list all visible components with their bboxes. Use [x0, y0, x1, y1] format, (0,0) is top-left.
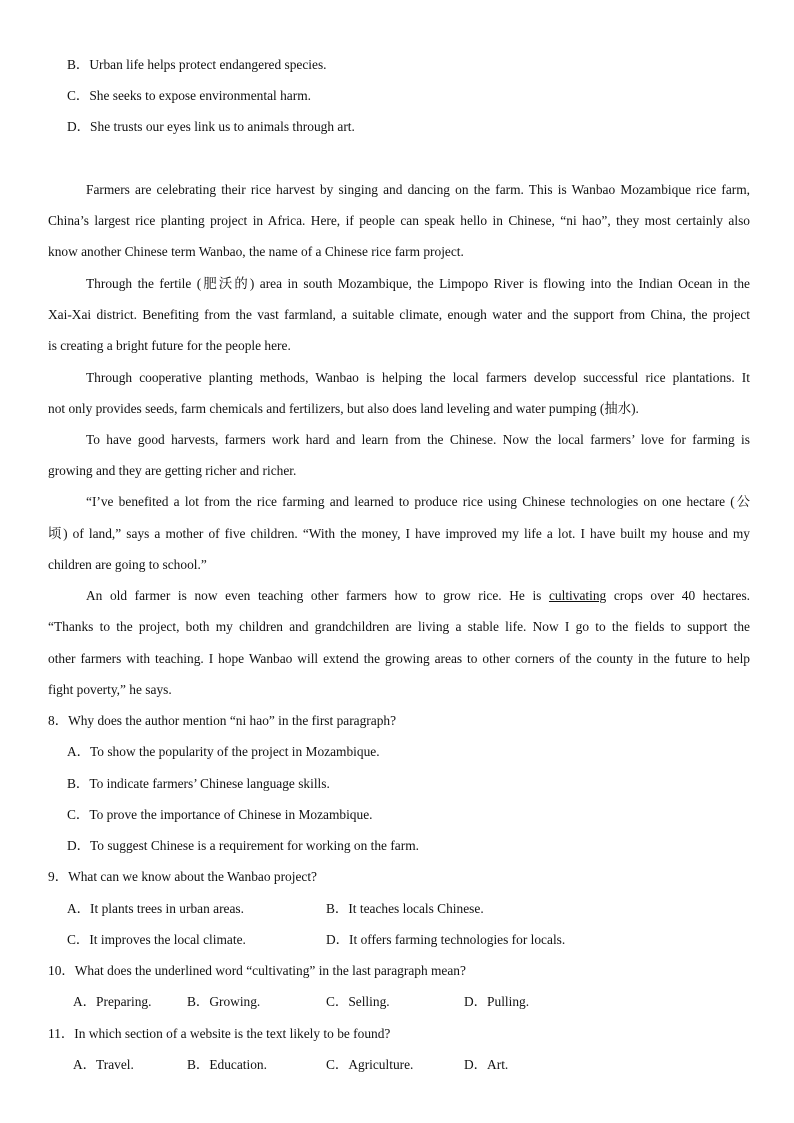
- prev-option-b: B．Urban life helps protect endangered species.: [67, 57, 327, 72]
- passage-p2-line1: Through the fertile (肥沃的) area in south Mozambique, the Limpopo River is flowing into the Indian Ocean in the: [86, 276, 750, 291]
- question-11-option-d: D．Art.: [464, 1057, 509, 1072]
- question-10-option-b: B．Growing.: [187, 994, 261, 1009]
- passage-p2-line2: Xai-Xai district. Benefiting from the vast farmland, a suitable climate, enough water and the support from China, the project: [48, 307, 750, 322]
- question-8-option-a: A．To show the popularity of the project in Mozambique.: [67, 744, 380, 759]
- passage-p1-line2: China’s largest rice planting project in Africa. Here, if people can speak hello in Chinese, “ni hao”, they most certainly also: [48, 213, 750, 228]
- passage-p5-line1: “I’ve benefited a lot from the rice farming and learned to produce rice using Chinese technologies on one hectare (公: [86, 494, 750, 509]
- passage-p2-line3: is creating a bright future for the people here.: [48, 338, 291, 353]
- passage-p6-line1: [86, 588, 750, 604]
- question-9-stem: 9．What can we know about the Wanbao project?: [48, 869, 317, 884]
- question-8-option-c: C．To prove the importance of Chinese in Mozambique.: [67, 807, 373, 822]
- passage-p6-text: An old farmer is now even teaching other farmers how to grow rice. He is: [86, 588, 549, 603]
- passage-p6-line2: “Thanks to the project, both my children and grandchildren are living a stable life. Now I go to the fields to support the: [48, 619, 750, 634]
- passage-p6-text: crops over 40 hectares.: [606, 588, 750, 603]
- question-9-option-a: A．It plants trees in urban areas.: [67, 901, 244, 916]
- question-10-option-a: A．Preparing.: [73, 994, 152, 1009]
- prev-option-c: C．She seeks to expose environmental harm.: [67, 88, 311, 103]
- question-9-option-c: C．It improves the local climate.: [67, 932, 246, 947]
- passage-p4-line1: To have good harvests, farmers work hard and learn from the Chinese. Now the local farmers’ love for farming is: [86, 432, 750, 447]
- question-10-option-c: C．Selling.: [326, 994, 390, 1009]
- passage-p4-line2: growing and they are getting richer and richer.: [48, 463, 297, 478]
- underlined-word-cultivating: cultivating: [548, 588, 607, 603]
- passage-p5-line3: children are going to school.”: [48, 557, 207, 572]
- question-11-stem: 11．In which section of a website is the text likely to be found?: [48, 1026, 391, 1041]
- question-10-option-d: D．Pulling.: [464, 994, 530, 1009]
- passage-p1-line1: Farmers are celebrating their rice harvest by singing and dancing on the farm. This is Wanbao Mozambique rice farm,: [86, 182, 750, 197]
- question-11-option-a: A．Travel.: [73, 1057, 134, 1072]
- question-8-option-b: B．To indicate farmers’ Chinese language skills.: [67, 776, 330, 791]
- question-8-option-d: D．To suggest Chinese is a requirement for working on the farm.: [67, 838, 419, 853]
- passage-p3-line1: Through cooperative planting methods, Wanbao is helping the local farmers develop successful rice plantations. It: [86, 370, 750, 385]
- passage-p6-line3: other farmers with teaching. I hope Wanbao will extend the growing areas to other corners of the county in the future to help: [48, 651, 750, 666]
- passage-p5-line2: 顷) of land,” says a mother of five children. “With the money, I have improved my life a lot. I have built my house and my: [48, 526, 750, 541]
- question-10-stem: 10．What does the underlined word “cultivating” in the last paragraph mean?: [48, 963, 466, 978]
- question-9-option-b: B．It teaches locals Chinese.: [326, 901, 484, 916]
- question-11-option-c: C．Agriculture.: [326, 1057, 414, 1072]
- question-8-stem: 8．Why does the author mention “ni hao” in the first paragraph?: [48, 713, 397, 728]
- question-11-option-b: B．Education.: [187, 1057, 267, 1072]
- passage-p3-line2: not only provides seeds, farm chemicals and fertilizers, but also does land leveling and water pumping (抽水).: [48, 401, 639, 416]
- question-9-option-d: D．It offers farming technologies for locals.: [326, 932, 566, 947]
- passage-p6-line4: fight poverty,” he says.: [48, 682, 172, 697]
- passage-p1-line3: know another Chinese term Wanbao, the name of a Chinese rice farm project.: [48, 244, 464, 259]
- prev-option-d: D．She trusts our eyes link us to animals through art.: [67, 119, 355, 134]
